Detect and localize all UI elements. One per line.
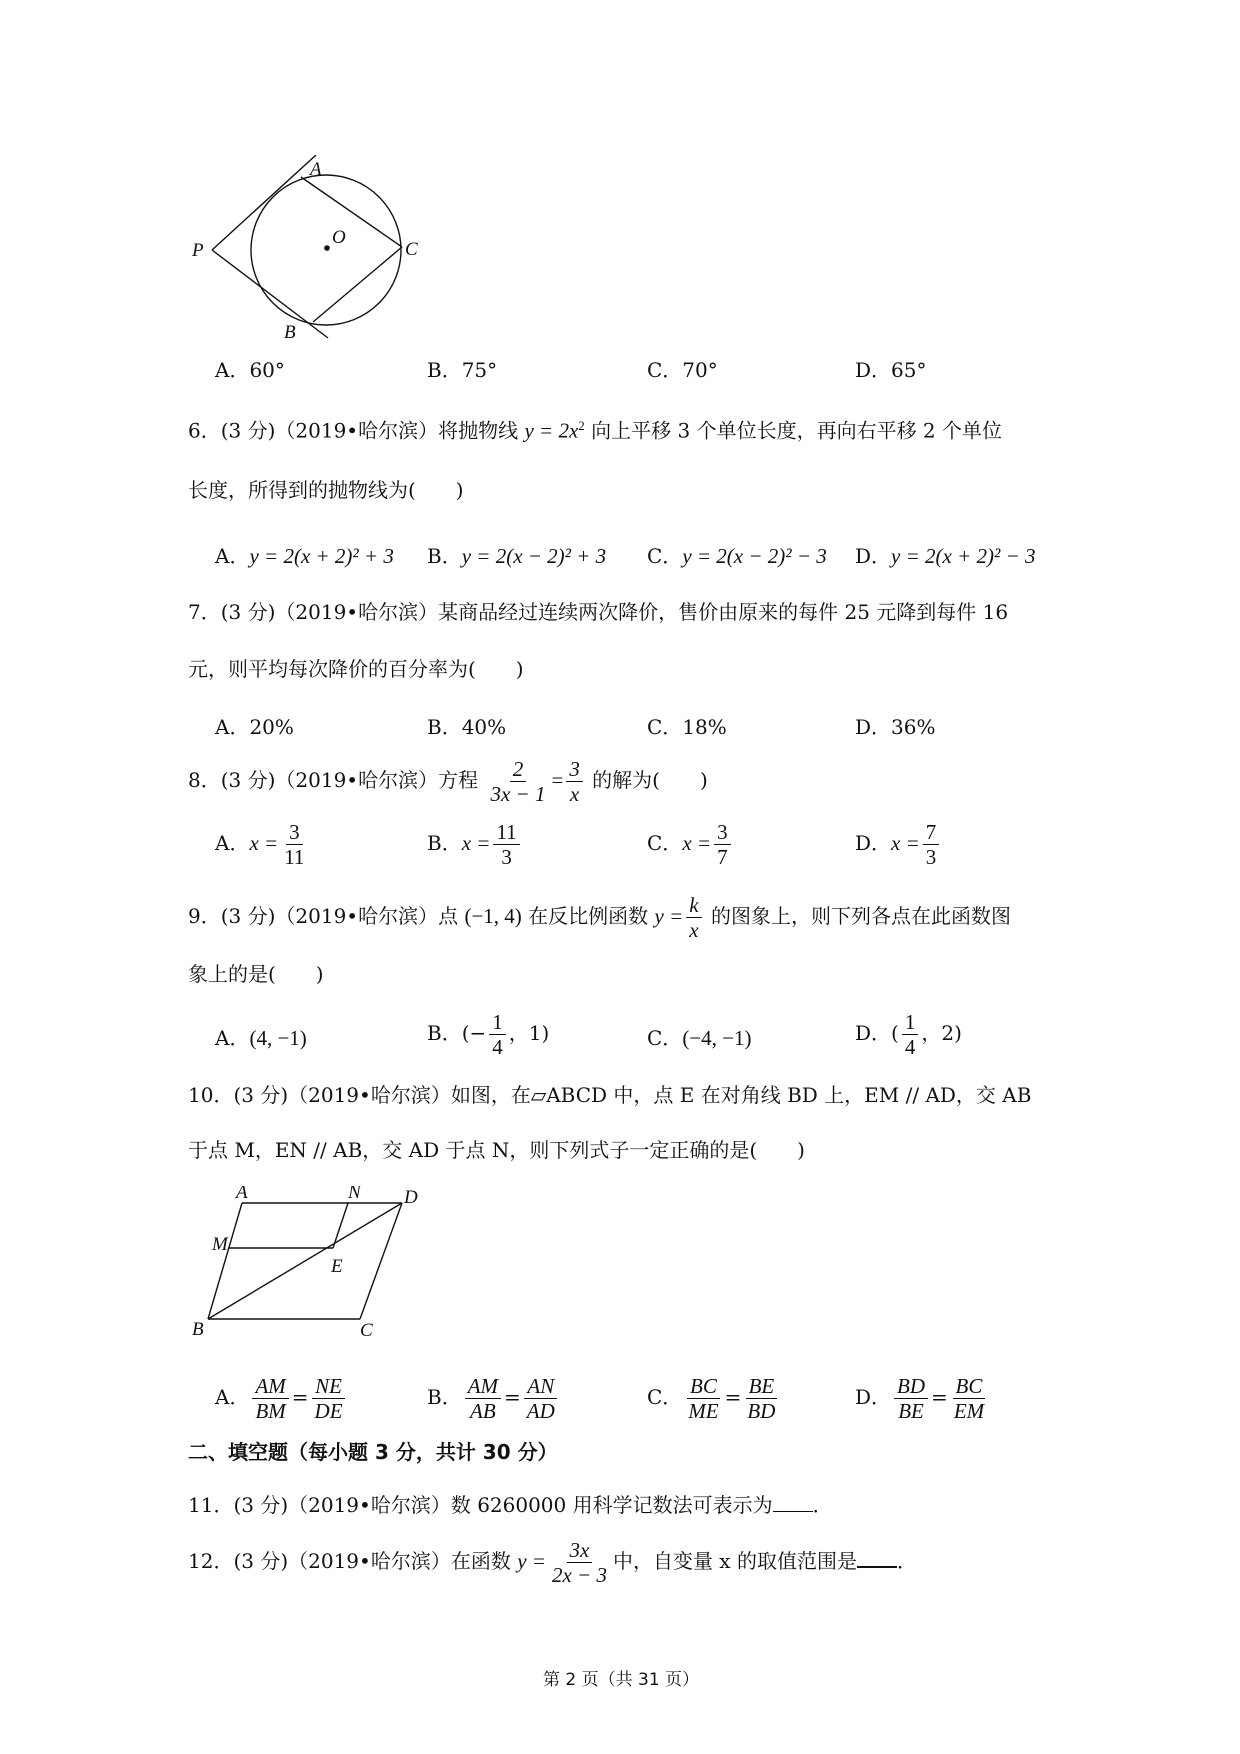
- q10-line1: 10．(3 分)（2019•哈尔滨）如图，在▱ABCD 中，点 E 在对角线 BD 上，EM // AD，交 AB: [188, 1083, 1032, 1107]
- q8-line: 8．(3 分)（2019•哈尔滨）方程 $\frac{2}{3x - 1}$ = $\frac{3}{x}$ 的解为( ): [188, 757, 708, 806]
- q6-option-c: C．y = 2(x − 2)² − 3: [647, 544, 827, 568]
- q7-option-d: D．36%: [855, 715, 936, 739]
- segment-en: [333, 1203, 348, 1248]
- q6-expr: y = 2x: [524, 418, 579, 443]
- q10-option-c: C． $\frac{BC}{ME}$ = $\frac{BE}{BD}$: [647, 1374, 776, 1423]
- q7-line1: 7．(3 分)（2019•哈尔滨）某商品经过连续两次降价，售价由原来的每件 25 元降到每件 16: [188, 600, 1009, 624]
- label-e: E: [331, 1256, 343, 1277]
- q7-option-c: C．18%: [647, 715, 727, 739]
- q7-line2: 元，则平均每次降价的百分率为( ): [188, 657, 524, 681]
- q8-option-a: A．x = $\frac{3}{11}$: [215, 820, 305, 869]
- label-b: B: [192, 1319, 204, 1340]
- label-o: O: [332, 227, 346, 248]
- chord-ac: [301, 177, 402, 247]
- q9-option-b: B．(− $\frac{1}{4}$ ，1): [427, 1010, 550, 1059]
- section-heading: 二、填空题（每小题 3 分，共计 30 分）: [188, 1440, 558, 1464]
- q8-frac1: $\frac{2}{3x - 1}$: [490, 757, 546, 806]
- label-p: P: [192, 240, 204, 261]
- q10-option-a: A． $\frac{AM}{BM}$ = $\frac{NE}{DE}$: [215, 1374, 349, 1423]
- center-point: [324, 245, 330, 251]
- label-m: M: [212, 1234, 228, 1255]
- q9-option-d: D．( $\frac{1}{4}$ ，2): [855, 1010, 962, 1059]
- q7-option-a: A．20%: [215, 715, 294, 739]
- label-a: A: [310, 159, 322, 180]
- q6-line1-post: 向上平移 3 个单位长度，再向右平移 2 个单位: [591, 418, 1003, 443]
- q7-option-b: B．40%: [427, 715, 507, 739]
- q12-line: 12．(3 分)（2019•哈尔滨）在函数 y = $\frac{3x}{2x - 3}$ 中，自变量 x 的取值范围是 ．: [188, 1538, 917, 1587]
- q6-option-a: A．y = 2(x + 2)² + 3: [215, 544, 394, 568]
- label-a: A: [236, 1186, 248, 1203]
- q5-option-a: A．60°: [215, 358, 285, 382]
- q11-line: 11．(3 分)（2019•哈尔滨）数 6260000 用科学记数法可表示为 ．: [188, 1493, 833, 1517]
- q8-frac2: $\frac{3}{x}$: [566, 757, 583, 806]
- q9-line1: 9．(3 分)（2019•哈尔滨）点 (−1, 4) 在反比例函数 y = $\frac{k}{x}$ 的图象上，则下列各点在此函数图: [188, 893, 1011, 942]
- tangent-pb: [212, 250, 328, 338]
- q12-answer-blank: [857, 1546, 897, 1568]
- tangent-pa: [212, 155, 316, 250]
- figure-circle-tangents: [180, 155, 480, 345]
- q6-line1-pre: 6．(3 分)（2019•哈尔滨）将抛物线: [188, 418, 519, 443]
- q8-option-d: D．x = $\frac{7}{3}$: [855, 820, 942, 869]
- q5-option-b: B．75°: [427, 358, 498, 382]
- q6-sup: 2: [578, 418, 585, 433]
- label-c: C: [405, 239, 418, 260]
- q5-option-d: D．65°: [855, 358, 927, 382]
- q10-option-b: B． $\frac{AM}{AB}$ = $\frac{AN}{AD}$: [427, 1374, 561, 1423]
- chord-bc: [313, 247, 402, 322]
- q9-option-c: C．(−4, −1): [647, 1026, 752, 1050]
- label-d: D: [404, 1187, 418, 1208]
- q9-option-a: A．(4, −1): [215, 1026, 307, 1050]
- side-dc: [360, 1203, 402, 1319]
- q10-option-d: D． $\frac{BD}{BE}$ = $\frac{BC}{EM}$: [855, 1374, 985, 1423]
- q8-option-b: B．x = $\frac{11}{3}$: [427, 820, 523, 869]
- label-n: N: [348, 1186, 361, 1203]
- q10-line2: 于点 M，EN // AB，交 AD 于点 N，则下列式子一定正确的是( ): [188, 1138, 805, 1162]
- label-c: C: [360, 1320, 373, 1341]
- figure-parallelogram: [190, 1186, 440, 1341]
- q6-option-b: B．y = 2(x − 2)² + 3: [427, 544, 607, 568]
- q5-option-c: C．70°: [647, 358, 718, 382]
- q8-option-c: C．x = $\frac{3}{7}$: [647, 820, 734, 869]
- q6-line1: [188, 412, 1002, 445]
- q6-option-d: D．y = 2(x + 2)² − 3: [855, 544, 1036, 568]
- q9-line2: 象上的是( ): [188, 962, 324, 986]
- page-footer: 第 2 页（共 31 页）: [543, 1670, 700, 1690]
- label-b: B: [284, 322, 296, 343]
- q11-answer-blank: [773, 1491, 813, 1512]
- q6-line2: 长度，所得到的抛物线为( ): [188, 478, 464, 502]
